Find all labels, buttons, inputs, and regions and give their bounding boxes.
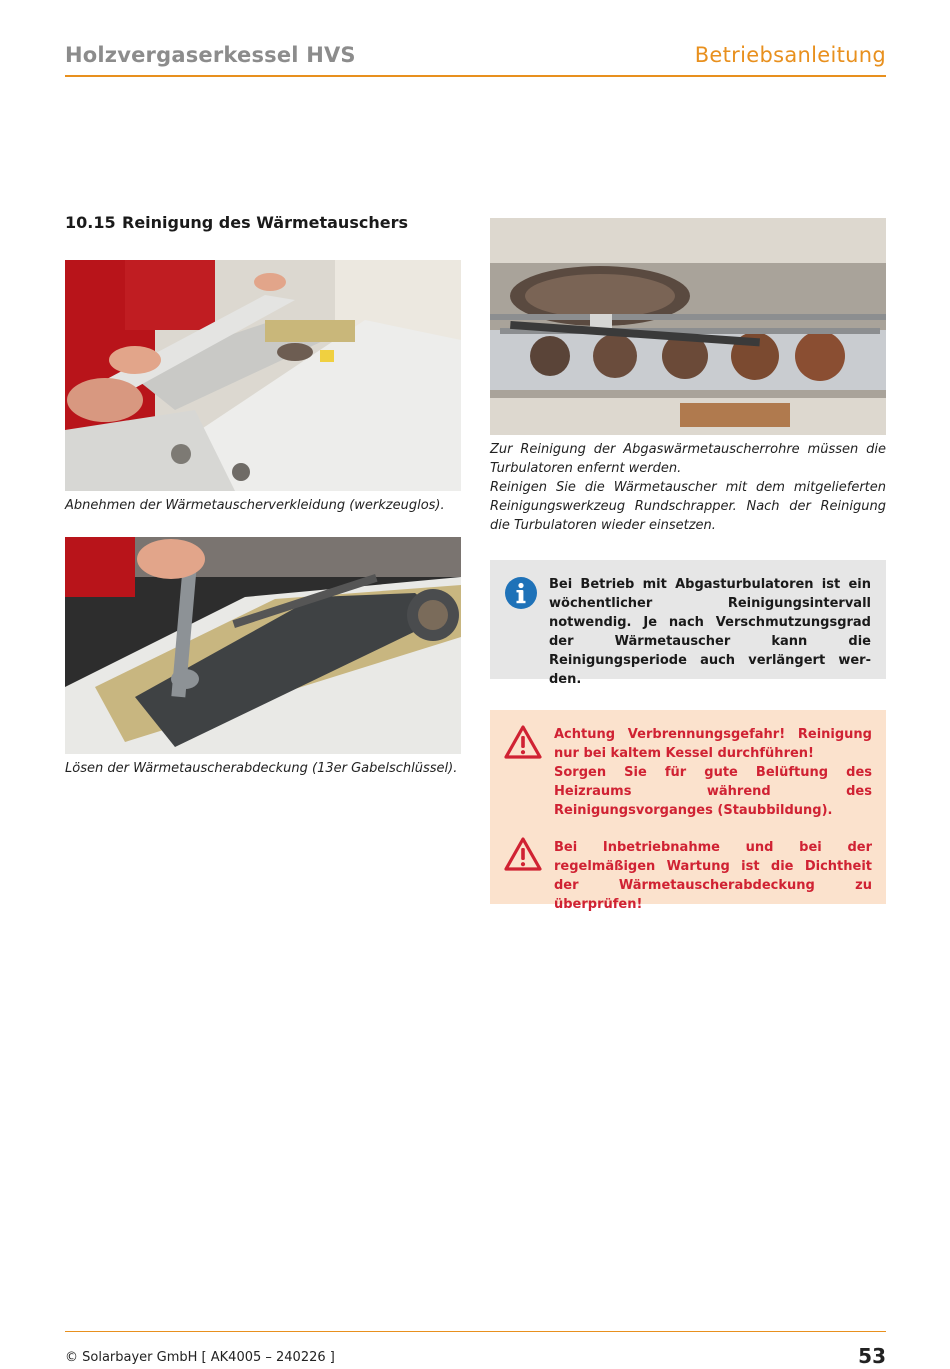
info-text: Bei Betrieb mit Abgasturbulatoren ist ein wöchentlicher Reinigungsintervall notwendig. Je nach Verschmutzungsgrad der Wärmetauscher kann die Reinigungsperiode auch verlängert werden. bbox=[549, 577, 871, 687]
photo-turbulators bbox=[490, 218, 886, 435]
warning-text-2 bbox=[554, 838, 872, 914]
header-rule bbox=[65, 75, 886, 77]
footer-rule bbox=[65, 1331, 886, 1332]
footer-copyright: © Solarbayer GmbH [ AK4005 – 240226 ] bbox=[65, 1350, 335, 1365]
warning-text-1 bbox=[554, 725, 872, 820]
photo-loosening-cover bbox=[65, 537, 461, 754]
warning-2-line1: Bei Inbetriebnahme und bei der regelmäßigen Wartung ist die Dichtheit der Wärmetauscherabdeckung zu überprüfen! bbox=[554, 840, 872, 912]
header-doc-type: Betriebsanleitung bbox=[694, 43, 886, 67]
caption-photo3 bbox=[490, 440, 886, 535]
warning-triangle-icon bbox=[503, 836, 543, 872]
photo-removing-cover bbox=[65, 260, 461, 491]
warning-1-line2: Sorgen Sie für gute Belüftung des Heizraums während des Reinigungsvorganges (Staubbildung). bbox=[554, 765, 872, 818]
page-number: 53 bbox=[858, 1344, 886, 1368]
caption-photo1: Abnehmen der Wärmetauscherverkleidung (werkzeuglos). bbox=[65, 498, 445, 513]
caption-photo3-line2: Reinigen Sie die Wärmetauscher mit dem mitgelieferten Reinigungswerkzeug Rundschrapper. Nach der Reinigung die Turbulatoren wieder einsetzen. bbox=[490, 480, 886, 533]
warning-triangle-icon bbox=[503, 724, 543, 760]
header-title: Holzvergaserkessel HVS bbox=[65, 43, 356, 67]
section-title: Reinigung des Wärmetauschers bbox=[122, 213, 408, 232]
warning-1-line1: Achtung Verbrennungsgefahr! Reinigung nur bei kaltem Kessel durchführen! bbox=[554, 727, 872, 761]
info-icon bbox=[505, 577, 537, 609]
section-number: 10.15 bbox=[65, 213, 116, 232]
caption-photo3-line1: Zur Reinigung der Abgaswärmetauscherrohre müssen die Turbulatoren enfernt werden. bbox=[490, 442, 886, 476]
caption-photo2: Lösen der Wärmetauscherabdeckung (13er Gabelschlüssel). bbox=[65, 761, 458, 776]
